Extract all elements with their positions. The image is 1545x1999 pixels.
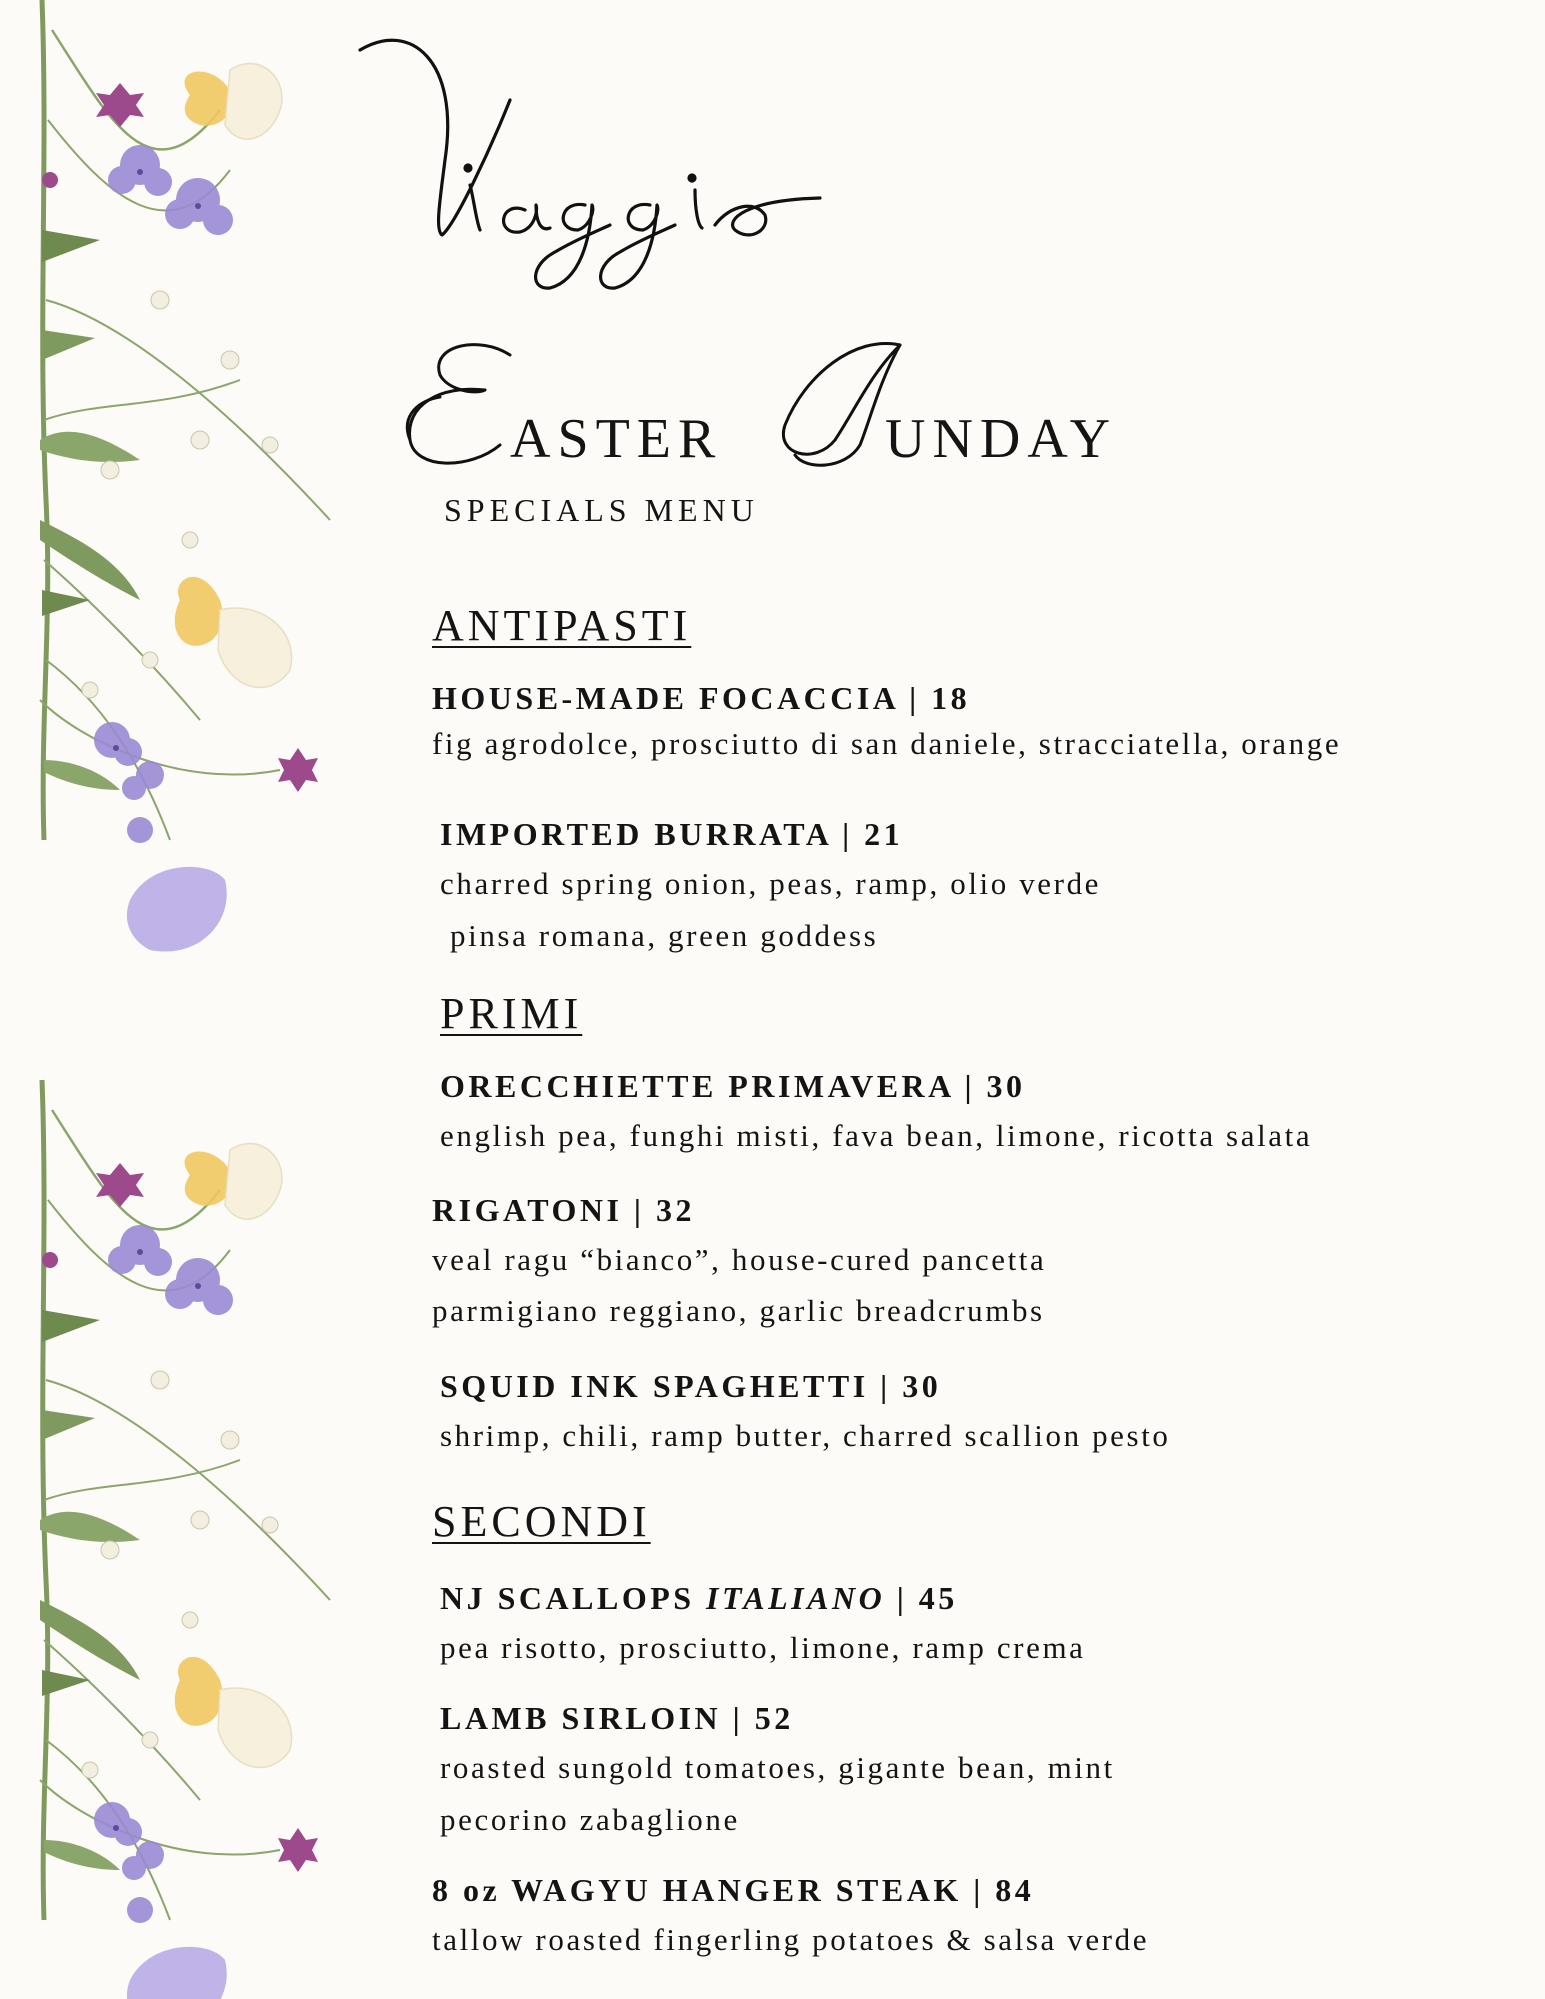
menu-item-description: tallow roasted fingerling potatoes & salsa verde (432, 1922, 1150, 1957)
menu-item-name: 8 oz WAGYU HANGER STEAK | 84 (432, 1872, 1035, 1908)
menu-item-name-price: | 45 (885, 1580, 958, 1616)
title-word-sunday-rest: UNDAY (885, 408, 1118, 470)
menu-item-description: shrimp, chili, ramp butter, charred scallion pesto (440, 1418, 1171, 1453)
section-title-secondi: SECONDI (432, 1497, 651, 1546)
menu-item-description: pinsa romana, green goddess (450, 918, 879, 953)
menu-item-name (440, 1580, 958, 1617)
menu-item-name-part: NJ SCALLOPS (440, 1580, 707, 1616)
floral-border-illustration (0, 0, 370, 1999)
menu-item-description: parmigiano reggiano, garlic breadcrumbs (432, 1293, 1045, 1328)
menu-subtitle: SPECIALS MENU (444, 492, 759, 528)
section-title-antipasti: ANTIPASTI (432, 601, 692, 650)
menu-item-description: charred spring onion, peas, ramp, olio verde (440, 866, 1102, 901)
menu-item-name: SQUID INK SPAGHETTI | 30 (440, 1368, 942, 1404)
title-word-easter-rest: ASTER (510, 408, 723, 470)
menu-item-name: HOUSE-MADE FOCACCIA | 18 (432, 680, 971, 716)
menu-item-description: roasted sungold tomatoes, gigante bean, mint (440, 1750, 1115, 1785)
title-word-easter (400, 335, 730, 475)
menu-item-name: LAMB SIRLOIN | 52 (440, 1700, 794, 1736)
menu-item-name: ORECCHIETTE PRIMAVERA | 30 (440, 1068, 1026, 1104)
menu-item-name-italic: ITALIANO (706, 1580, 886, 1616)
menu-item-description: pecorino zabaglione (440, 1802, 740, 1837)
script-initial-e (400, 335, 520, 475)
menu-item-name: RIGATONI | 32 (432, 1192, 695, 1228)
menu-item-description: veal ragu “bianco”, house-cured pancetta (432, 1242, 1047, 1277)
menu-item-description: pea risotto, prosciutto, limone, ramp crema (440, 1630, 1086, 1665)
title-word-sunday (775, 335, 1195, 475)
menu-title (400, 335, 1200, 475)
menu-item-name: IMPORTED BURRATA | 21 (440, 816, 904, 852)
section-title-primi: PRIMI (440, 989, 583, 1038)
viaggio-script-logo (350, 20, 830, 310)
menu-item-description: english pea, funghi misti, fava bean, limone, ricotta salata (440, 1118, 1313, 1153)
menu-item-description: fig agrodolce, prosciutto di san daniele, stracciatella, orange (432, 726, 1342, 761)
